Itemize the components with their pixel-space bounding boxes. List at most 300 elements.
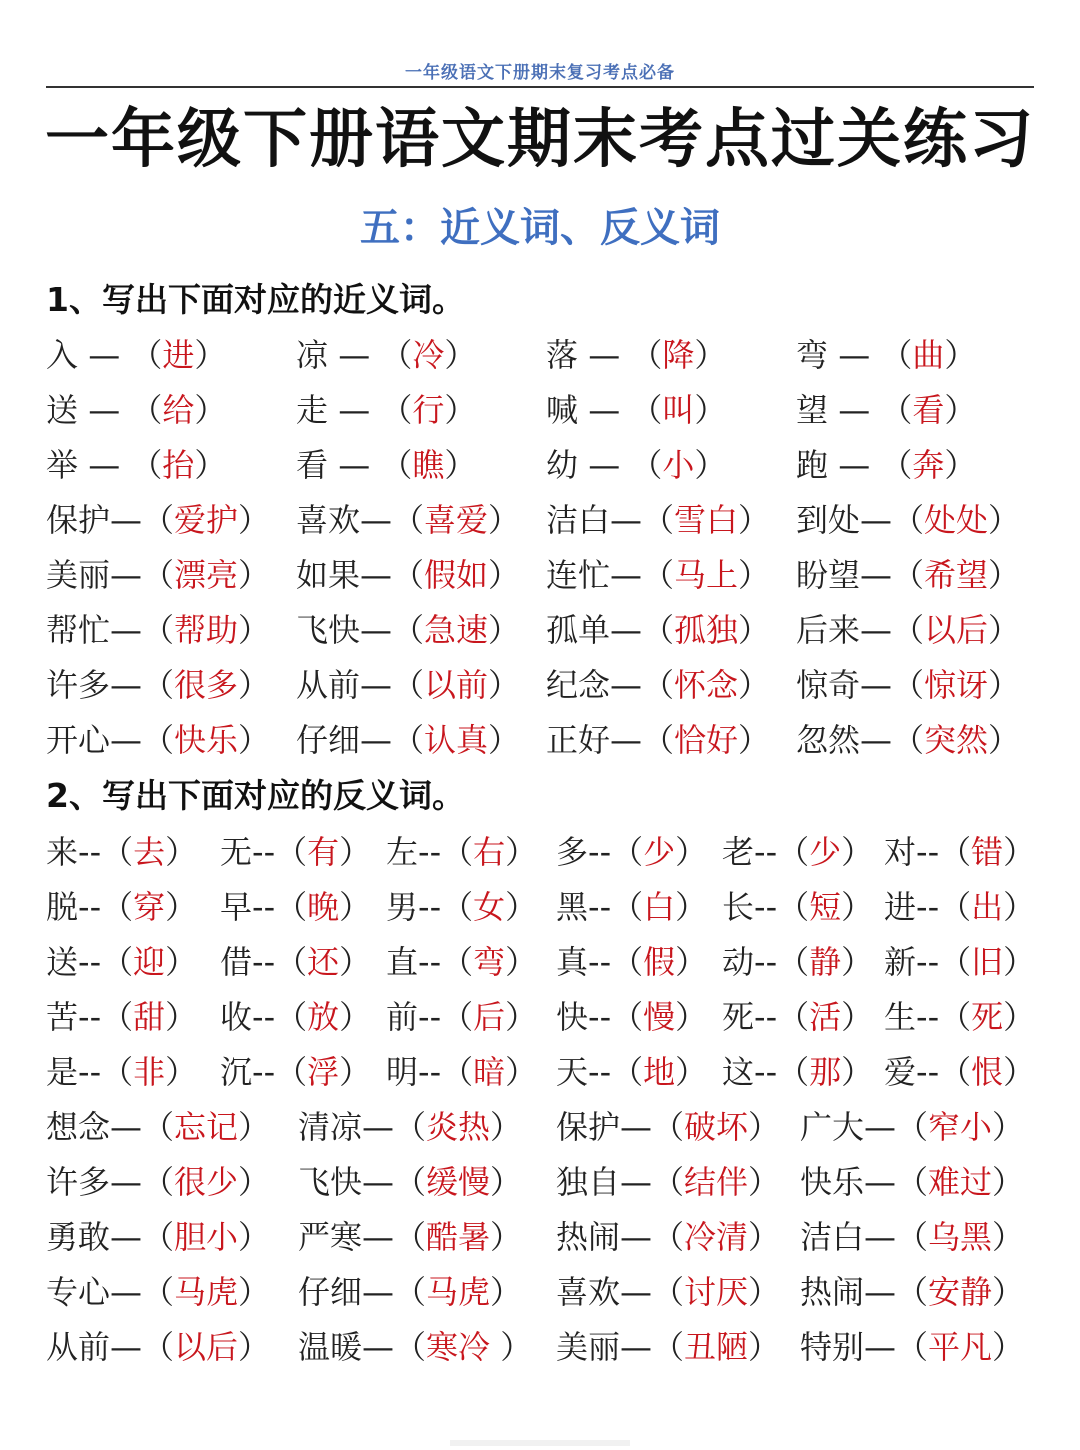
open-paren: （ <box>892 501 925 539</box>
word-row <box>0 495 1080 545</box>
dash: — <box>860 666 893 704</box>
word: 长 <box>722 888 755 926</box>
footer-decoration <box>450 1440 630 1446</box>
word-pair <box>296 440 476 490</box>
dash: — <box>78 336 131 374</box>
answer: 慢 <box>643 998 676 1036</box>
word-pair <box>296 660 520 710</box>
word-pair <box>298 1322 532 1372</box>
dash: -- <box>588 998 612 1036</box>
close-paren: ） <box>444 446 477 484</box>
dash: — <box>362 1218 395 1256</box>
word: 孤单 <box>546 611 611 649</box>
dash: -- <box>252 1053 276 1091</box>
open-paren: （ <box>939 1053 972 1091</box>
open-paren: （ <box>896 1218 929 1256</box>
dash: -- <box>588 833 612 871</box>
word: 许多 <box>46 666 111 704</box>
answer: 胆小 <box>174 1218 239 1256</box>
close-paren: ） <box>675 943 708 981</box>
word: 保护 <box>46 501 111 539</box>
word: 黑 <box>556 888 589 926</box>
close-paren: ） <box>194 336 227 374</box>
page-caption: 一年级语文下册期末复习考点必备 <box>405 63 675 83</box>
word: 严寒 <box>298 1218 363 1256</box>
word: 左 <box>386 833 419 871</box>
answer: 孤独 <box>674 611 739 649</box>
close-paren: ） <box>488 721 521 759</box>
dash: -- <box>754 833 778 871</box>
dash: -- <box>754 888 778 926</box>
word: 进 <box>884 888 917 926</box>
answer: 静 <box>809 943 842 981</box>
word-pair <box>796 385 976 435</box>
close-paren: ） <box>490 1218 523 1256</box>
dash: -- <box>78 888 102 926</box>
open-paren: （ <box>642 556 675 594</box>
word: 动 <box>722 943 755 981</box>
answer: 喜爱 <box>424 501 489 539</box>
word-pair <box>296 715 520 765</box>
word: 早 <box>220 888 253 926</box>
answer: 短 <box>809 888 842 926</box>
section-title: 五：近义词、反义词 <box>360 205 720 251</box>
dash: -- <box>588 888 612 926</box>
open-paren: （ <box>630 391 663 429</box>
word-pair <box>722 937 873 987</box>
open-paren: （ <box>392 501 425 539</box>
word-pair <box>556 882 707 932</box>
answer: 酷暑 <box>426 1218 491 1256</box>
close-paren: ） <box>988 611 1021 649</box>
answer: 假 <box>643 943 676 981</box>
open-paren: （ <box>130 336 163 374</box>
dash: -- <box>78 833 102 871</box>
word-pair <box>556 992 707 1042</box>
dash: — <box>362 1163 395 1201</box>
word-pair <box>220 882 371 932</box>
word-pair <box>556 1157 780 1207</box>
answer: 进 <box>162 336 195 374</box>
open-paren: （ <box>142 501 175 539</box>
open-paren: （ <box>142 556 175 594</box>
close-paren: ） <box>841 1053 874 1091</box>
answer: 忘记 <box>174 1108 239 1146</box>
dash: -- <box>754 998 778 1036</box>
open-paren: （ <box>642 501 675 539</box>
dash: — <box>328 391 381 429</box>
word: 举 <box>46 446 79 484</box>
answer: 给 <box>162 391 195 429</box>
close-paren: ） <box>992 1163 1025 1201</box>
word-pair <box>46 992 197 1042</box>
close-paren: ） <box>165 1053 198 1091</box>
dash: -- <box>916 998 940 1036</box>
close-paren: ） <box>505 998 538 1036</box>
word: 想念 <box>46 1108 111 1146</box>
open-paren: （ <box>392 611 425 649</box>
dash: — <box>110 1163 143 1201</box>
answer: 白 <box>643 888 676 926</box>
close-paren: ） <box>694 391 727 429</box>
dash: -- <box>754 1053 778 1091</box>
word-pair <box>884 882 1035 932</box>
word: 喊 <box>546 391 579 429</box>
open-paren: （ <box>101 998 134 1036</box>
close-paren: ） <box>165 888 198 926</box>
open-paren: （ <box>896 1273 929 1311</box>
word: 后来 <box>796 611 861 649</box>
close-paren: ） <box>194 391 227 429</box>
word-pair <box>796 605 1020 655</box>
word-pair <box>884 937 1035 987</box>
dash: — <box>328 336 381 374</box>
word: 沉 <box>220 1053 253 1091</box>
dash: — <box>578 446 631 484</box>
word: 幼 <box>546 446 579 484</box>
dash: — <box>110 556 143 594</box>
word: 热闹 <box>800 1273 865 1311</box>
word: 温暖 <box>298 1328 363 1366</box>
close-paren: ） <box>988 501 1021 539</box>
dash: — <box>110 666 143 704</box>
close-paren: ） <box>444 336 477 374</box>
answer: 死 <box>971 998 1004 1036</box>
close-paren: ） <box>490 1108 523 1146</box>
close-paren: ） <box>488 666 521 704</box>
word-pair <box>546 385 726 435</box>
answer: 女 <box>473 888 506 926</box>
close-paren: ） <box>694 446 727 484</box>
word: 快乐 <box>800 1163 865 1201</box>
word: 望 <box>796 391 829 429</box>
word: 送 <box>46 943 79 981</box>
word-pair <box>556 1212 780 1262</box>
close-paren: ） <box>675 833 708 871</box>
close-paren: ） <box>490 1163 523 1201</box>
open-paren: （ <box>777 833 810 871</box>
open-paren: （ <box>394 1218 427 1256</box>
answer: 右 <box>473 833 506 871</box>
word: 无 <box>220 833 253 871</box>
dash: -- <box>78 943 102 981</box>
word: 清凉 <box>298 1108 363 1146</box>
word-row <box>0 715 1080 765</box>
close-paren: ） <box>1003 998 1036 1036</box>
close-paren: ） <box>1003 1053 1036 1091</box>
word-pair <box>796 330 976 380</box>
dash: -- <box>252 888 276 926</box>
open-paren: （ <box>892 721 925 759</box>
close-paren: ） <box>748 1328 781 1366</box>
answer: 平凡 <box>928 1328 993 1366</box>
dash: -- <box>916 888 940 926</box>
dash: -- <box>916 833 940 871</box>
word-pair <box>556 1102 780 1152</box>
dash: -- <box>78 998 102 1036</box>
dash: — <box>860 721 893 759</box>
word-pair <box>796 550 1020 600</box>
dash: — <box>610 611 643 649</box>
open-paren: （ <box>939 943 972 981</box>
word-pair <box>546 330 726 380</box>
close-paren: ） <box>238 611 271 649</box>
word-pair <box>556 1267 780 1317</box>
word: 仔细 <box>296 721 361 759</box>
word: 走 <box>296 391 329 429</box>
close-paren: ） <box>988 556 1021 594</box>
word-pair <box>296 330 476 380</box>
close-paren: ） <box>738 666 771 704</box>
word: 对 <box>884 833 917 871</box>
open-paren: （ <box>392 666 425 704</box>
dash: — <box>110 1328 143 1366</box>
word: 广大 <box>800 1108 865 1146</box>
open-paren: （ <box>394 1328 427 1366</box>
word: 从前 <box>296 666 361 704</box>
open-paren: （ <box>394 1163 427 1201</box>
word-pair <box>386 992 537 1042</box>
open-paren: （ <box>142 611 175 649</box>
answer: 以前 <box>424 666 489 704</box>
dash: — <box>620 1273 653 1311</box>
answer: 马虎 <box>426 1273 491 1311</box>
word: 生 <box>884 998 917 1036</box>
close-paren: ） <box>944 446 977 484</box>
word: 跑 <box>796 446 829 484</box>
word-pair <box>546 440 726 490</box>
close-paren: ） <box>488 556 521 594</box>
open-paren: （ <box>394 1273 427 1311</box>
close-paren: ） <box>238 666 271 704</box>
answer: 希望 <box>924 556 989 594</box>
word-pair <box>298 1212 522 1262</box>
answer: 讨厌 <box>684 1273 749 1311</box>
close-paren: ） <box>748 1163 781 1201</box>
dash: — <box>360 501 393 539</box>
dash: — <box>362 1108 395 1146</box>
word-row <box>0 827 1080 877</box>
answer: 以后 <box>924 611 989 649</box>
word: 开心 <box>46 721 111 759</box>
answer: 弯 <box>473 943 506 981</box>
word: 正好 <box>546 721 611 759</box>
dash: — <box>362 1328 395 1366</box>
word-pair <box>556 937 707 987</box>
word: 喜欢 <box>296 501 361 539</box>
word-pair <box>46 385 226 435</box>
open-paren: （ <box>142 666 175 704</box>
close-paren: ） <box>748 1108 781 1146</box>
answer: 恰好 <box>674 721 739 759</box>
answer: 很少 <box>174 1163 239 1201</box>
word: 送 <box>46 391 79 429</box>
dash: -- <box>418 998 442 1036</box>
dash: — <box>360 666 393 704</box>
word: 多 <box>556 833 589 871</box>
word: 连忙 <box>546 556 611 594</box>
word-pair <box>296 495 520 545</box>
open-paren: （ <box>392 556 425 594</box>
word-pair <box>386 1047 537 1097</box>
close-paren: ） <box>675 998 708 1036</box>
close-paren: ） <box>841 998 874 1036</box>
dash: -- <box>78 1053 102 1091</box>
word-pair <box>800 1212 1024 1262</box>
close-paren: ） <box>694 336 727 374</box>
word-pair <box>556 827 707 877</box>
dash: -- <box>588 1053 612 1091</box>
word: 洁白 <box>800 1218 865 1256</box>
open-paren: （ <box>939 888 972 926</box>
close-paren: ） <box>1003 943 1036 981</box>
answer: 冷 <box>412 336 445 374</box>
word: 前 <box>386 998 419 1036</box>
word-pair <box>296 385 476 435</box>
dash: — <box>110 1108 143 1146</box>
close-paren: ） <box>944 336 977 374</box>
close-paren: ） <box>748 1218 781 1256</box>
open-paren: （ <box>892 611 925 649</box>
dash: — <box>360 611 393 649</box>
word-row <box>0 1102 1080 1152</box>
word: 落 <box>546 336 579 374</box>
word-row <box>0 1322 1080 1372</box>
open-paren: （ <box>275 833 308 871</box>
answer: 少 <box>643 833 676 871</box>
answer: 帮助 <box>174 611 239 649</box>
dash: -- <box>418 833 442 871</box>
word-pair <box>884 1047 1035 1097</box>
word-pair <box>546 660 770 710</box>
word: 入 <box>46 336 79 374</box>
dash: — <box>578 336 631 374</box>
answer: 恨 <box>971 1053 1004 1091</box>
open-paren: （ <box>611 1053 644 1091</box>
word-row <box>0 550 1080 600</box>
answer: 旧 <box>971 943 1004 981</box>
word: 来 <box>46 833 79 871</box>
open-paren: （ <box>441 1053 474 1091</box>
answer: 叫 <box>662 391 695 429</box>
open-paren: （ <box>652 1163 685 1201</box>
word: 飞快 <box>296 611 361 649</box>
answer: 暗 <box>473 1053 506 1091</box>
close-paren: ） <box>1003 888 1036 926</box>
answer: 结伴 <box>684 1163 749 1201</box>
close-paren: ） <box>992 1328 1025 1366</box>
word: 飞快 <box>298 1163 363 1201</box>
answer: 曲 <box>912 336 945 374</box>
open-paren: （ <box>777 998 810 1036</box>
answer: 快乐 <box>174 721 239 759</box>
close-paren: ） <box>238 501 271 539</box>
close-paren: ） <box>165 833 198 871</box>
close-paren: ） <box>339 888 372 926</box>
open-paren: （ <box>275 998 308 1036</box>
answer: 放 <box>307 998 340 1036</box>
word-pair <box>722 882 873 932</box>
word: 美丽 <box>556 1328 621 1366</box>
word-row <box>0 882 1080 932</box>
open-paren: （ <box>142 1163 175 1201</box>
close-paren: ） <box>988 721 1021 759</box>
dash: — <box>78 391 131 429</box>
close-paren: ） <box>500 1328 533 1366</box>
word: 纪念 <box>546 666 611 704</box>
close-paren: ） <box>841 833 874 871</box>
word-pair <box>386 827 537 877</box>
question-2-heading: 2、写出下面对应的反义词。 <box>46 776 465 815</box>
open-paren: （ <box>652 1218 685 1256</box>
answer: 迎 <box>133 943 166 981</box>
close-paren: ） <box>841 943 874 981</box>
dash: — <box>828 446 881 484</box>
dash: — <box>864 1273 897 1311</box>
word: 苦 <box>46 998 79 1036</box>
word-row <box>0 1267 1080 1317</box>
answer: 出 <box>971 888 1004 926</box>
open-paren: （ <box>611 943 644 981</box>
open-paren: （ <box>101 888 134 926</box>
dash: — <box>610 556 643 594</box>
open-paren: （ <box>142 1108 175 1146</box>
close-paren: ） <box>988 666 1021 704</box>
close-paren: ） <box>238 721 271 759</box>
close-paren: ） <box>505 1053 538 1091</box>
open-paren: （ <box>441 943 474 981</box>
word-pair <box>796 440 976 490</box>
dash: — <box>620 1163 653 1201</box>
answer: 去 <box>133 833 166 871</box>
dash: — <box>610 666 643 704</box>
word-row <box>0 992 1080 1042</box>
dash: — <box>110 501 143 539</box>
open-paren: （ <box>892 556 925 594</box>
answer: 炎热 <box>426 1108 491 1146</box>
close-paren: ） <box>238 1163 271 1201</box>
word: 惊奇 <box>796 666 861 704</box>
answer: 还 <box>307 943 340 981</box>
word: 看 <box>296 446 329 484</box>
answer: 爱护 <box>174 501 239 539</box>
answer: 窄小 <box>928 1108 993 1146</box>
word: 爱 <box>884 1053 917 1091</box>
dash: — <box>864 1328 897 1366</box>
open-paren: （ <box>130 391 163 429</box>
close-paren: ） <box>992 1218 1025 1256</box>
open-paren: （ <box>642 666 675 704</box>
close-paren: ） <box>165 998 198 1036</box>
dash: -- <box>252 998 276 1036</box>
word: 快 <box>556 998 589 1036</box>
close-paren: ） <box>194 446 227 484</box>
word-pair <box>386 937 537 987</box>
word: 收 <box>220 998 253 1036</box>
close-paren: ） <box>505 833 538 871</box>
close-paren: ） <box>488 611 521 649</box>
question-1-heading: 1、写出下面对应的近义词。 <box>46 280 465 319</box>
dash: — <box>620 1108 653 1146</box>
open-paren: （ <box>630 336 663 374</box>
word-pair <box>46 495 270 545</box>
close-paren: ） <box>444 391 477 429</box>
word: 许多 <box>46 1163 111 1201</box>
answer: 小 <box>662 446 695 484</box>
word-pair <box>884 992 1035 1042</box>
word: 新 <box>884 943 917 981</box>
page-title: 一年级下册语文期末考点过关练习 <box>45 103 1035 177</box>
